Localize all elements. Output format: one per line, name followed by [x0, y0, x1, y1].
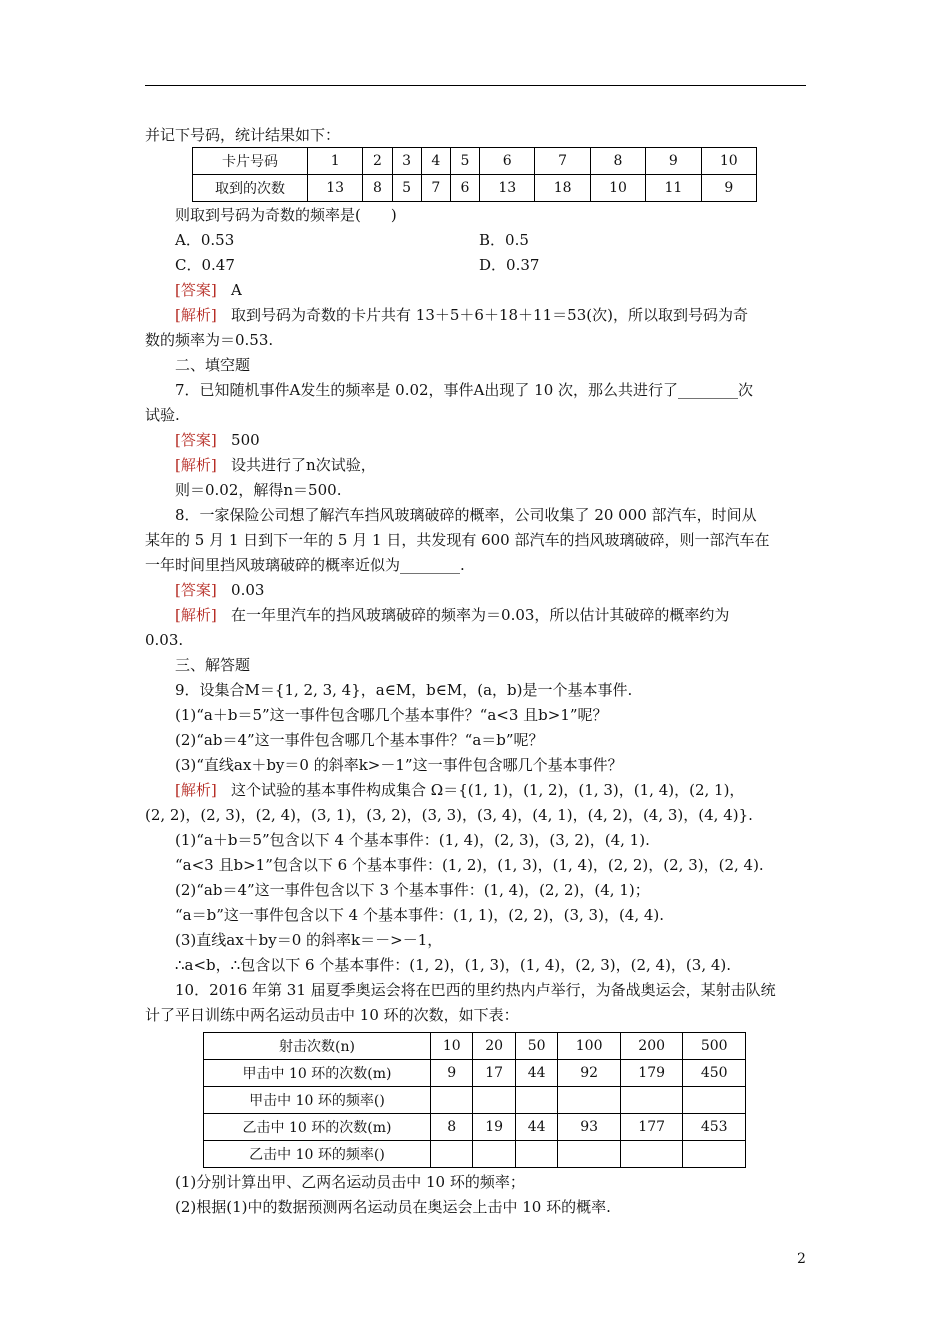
- page-number: 2: [797, 1251, 806, 1267]
- card-table-cell: 10: [590, 175, 645, 202]
- card-table-cell: 18: [535, 175, 590, 202]
- answer-value: A: [231, 281, 242, 299]
- q10-line-2: 计了平日训练中两名运动员击中 10 环的次数，如下表：: [145, 1006, 519, 1024]
- answer-tag: [答案]: [175, 431, 217, 449]
- card-table-cell: 6: [480, 148, 535, 175]
- q9-explanation-line-7: (3)直线ax＋by＝0 的斜率k＝－>－1，: [175, 931, 443, 949]
- q10-sub-2: (2)根据(1)中的数据预测两名运动员在奥运会上击中 10 环的概率.: [175, 1198, 611, 1216]
- card-table-cell: 1: [308, 148, 363, 175]
- card-table-cell: 5: [450, 148, 479, 175]
- shooting-table-cell: 177: [620, 1114, 683, 1141]
- shooting-table-cell: 44: [515, 1060, 557, 1087]
- q7-explanation-cont: 则＝0.02，解得n＝500.: [175, 481, 342, 499]
- q8-explanation: [175, 605, 729, 625]
- shooting-table-cell: 甲击中 10 环的次数(m): [204, 1060, 431, 1087]
- shooting-table: [203, 1032, 746, 1168]
- q8-line-3: 一年时间里挡风玻璃破碎的概率近似为________.: [145, 556, 465, 574]
- card-table-cell: 4: [421, 148, 450, 175]
- explanation-tag: [解析]: [175, 456, 217, 474]
- explanation-text: 这个试验的基本事件构成集合 Ω＝{(1, 1)，(1, 2)，(1, 3)，(1, 4)，(2, 1)，: [231, 781, 745, 799]
- q6-explanation: [175, 305, 748, 325]
- shooting-table-cell: 乙击中 10 环的次数(m): [204, 1114, 431, 1141]
- q10-sub-1: (1)分别计算出甲、乙两名运动员击中 10 环的频率；: [175, 1173, 525, 1191]
- card-table-cell: 6: [450, 175, 479, 202]
- shooting-table-cell: [620, 1087, 683, 1114]
- q6-option-a: A．0.53: [175, 231, 235, 249]
- q6-option-b: B．0.5: [479, 231, 529, 249]
- explanation-text: 取到号码为奇数的卡片共有 13＋5＋6＋18＋11＝53(次)，所以取到号码为奇: [231, 306, 748, 324]
- shooting-table-cell: 100: [558, 1033, 621, 1060]
- shooting-table-cell: [431, 1087, 473, 1114]
- shooting-table-cell: [473, 1141, 515, 1168]
- q9-explanation-line-2: (2, 2)，(2, 3)，(2, 4)，(3, 1)，(3, 2)，(3, 3)，(3, 4)，(4, 1)，(4, 2)，(4, 3)，(4, 4)}.: [145, 806, 753, 824]
- q9-explanation: [175, 780, 744, 800]
- shooting-table-cell: [515, 1087, 557, 1114]
- q8-explanation-cont: 0.03.: [145, 631, 184, 649]
- card-table-cell: 3: [392, 148, 421, 175]
- shooting-table-row: [204, 1141, 746, 1168]
- card-table-cell: 13: [480, 175, 535, 202]
- shooting-table-cell: 20: [473, 1033, 515, 1060]
- shooting-table-cell: 179: [620, 1060, 683, 1087]
- shooting-table-cell: 93: [558, 1114, 621, 1141]
- answer-value: 500: [231, 431, 260, 449]
- q9-explanation-line-5: (2)“ab＝4”这一事件包含以下 3 个基本事件：(1, 4)，(2, 2)，(4, 1)；: [175, 881, 650, 899]
- shooting-table-cell: 500: [683, 1033, 746, 1060]
- q9-explanation-line-6: “a＝b”这一事件包含以下 4 个基本事件：(1, 1)，(2, 2)，(3, 3)，(4, 4).: [175, 906, 665, 924]
- explanation-tag: [解析]: [175, 606, 217, 624]
- q9-explanation-line-8: ∴a<b，∴包含以下 6 个基本事件：(1, 2)，(1, 3)，(1, 4)，(2, 3)，(2, 4)，(3, 4).: [175, 956, 732, 974]
- card-table-cell: 8: [590, 148, 645, 175]
- shooting-table-cell: 甲击中 10 环的频率(): [204, 1087, 431, 1114]
- shooting-table-cell: 射击次数(n): [204, 1033, 431, 1060]
- shooting-table-row: [204, 1087, 746, 1114]
- card-table-cell: 9: [646, 148, 701, 175]
- explanation-text: 设共进行了n次试验，: [231, 456, 376, 474]
- q9-line-1: 9．设集合M＝{1, 2, 3, 4}，a∈M，b∈M，(a，b)是一个基本事件.: [175, 681, 633, 699]
- shooting-table-cell: 44: [515, 1114, 557, 1141]
- card-table-cell: 2: [363, 148, 392, 175]
- shooting-table-cell: 8: [431, 1114, 473, 1141]
- shooting-table-cell: [620, 1141, 683, 1168]
- section-fill-in: 二、填空题: [175, 356, 251, 374]
- q8-line-2: 某年的 5 月 1 日到下一年的 5 月 1 日，共发现有 600 部汽车的挡风玻璃破碎，则一部汽车在: [145, 531, 770, 549]
- shooting-table-cell: 92: [558, 1060, 621, 1087]
- q9-explanation-line-4: “a<3 且b>1”包含以下 6 个基本事件：(1, 2)，(1, 3)，(1, 4)，(2, 2)，(2, 3)，(2, 4).: [175, 856, 764, 874]
- q6-answer: [175, 280, 242, 300]
- shooting-table-cell: 50: [515, 1033, 557, 1060]
- shooting-table-cell: 200: [620, 1033, 683, 1060]
- q9-line-3: (2)“ab＝4”这一事件包含哪几个基本事件？“a＝b”呢？: [175, 731, 544, 749]
- card-table-cell: 10: [701, 148, 756, 175]
- shooting-table-cell: 9: [431, 1060, 473, 1087]
- shooting-table-cell: 10: [431, 1033, 473, 1060]
- shooting-table-cell: [473, 1087, 515, 1114]
- q8-answer: [175, 580, 264, 600]
- q6-option-d: D．0.37: [479, 256, 540, 274]
- q7-line-2: 试验.: [145, 406, 180, 424]
- card-table-cell: 卡片号码: [193, 148, 308, 175]
- shooting-table-cell: [683, 1087, 746, 1114]
- answer-value: 0.03: [231, 581, 265, 599]
- q9-explanation-line-3: (1)“a＋b＝5”包含以下 4 个基本事件：(1, 4)，(2, 3)，(3, 2)，(4, 1).: [175, 831, 650, 849]
- q10-line-1: 10．2016 年第 31 届夏季奥运会将在巴西的里约热内卢举行，为备战奥运会，某射击队统: [175, 981, 776, 999]
- card-table-cell: 13: [308, 175, 363, 202]
- shooting-table-row: [204, 1114, 746, 1141]
- card-table-cell: 8: [363, 175, 392, 202]
- answer-tag: [答案]: [175, 281, 217, 299]
- card-table-cell: 5: [392, 175, 421, 202]
- section-solutions: 三、解答题: [175, 656, 251, 674]
- q6-option-c: C．0.47: [175, 256, 235, 274]
- q9-line-4: (3)“直线ax＋by＝0 的斜率k>－1”这一事件包含哪几个基本事件？: [175, 756, 623, 774]
- q8-line-1: 8．一家保险公司想了解汽车挡风玻璃破碎的概率，公司收集了 20 000 部汽车，时间从: [175, 506, 757, 524]
- shooting-table-cell: [558, 1087, 621, 1114]
- card-table-row: [193, 148, 757, 175]
- shooting-table-row: [204, 1033, 746, 1060]
- shooting-table-cell: 19: [473, 1114, 515, 1141]
- shooting-table-cell: 453: [683, 1114, 746, 1141]
- shooting-table-cell: [515, 1141, 557, 1168]
- q7-explanation: [175, 455, 376, 475]
- shooting-table-cell: [558, 1141, 621, 1168]
- card-table-row: [193, 175, 757, 202]
- q6-stem: 则取到号码为奇数的频率是( ): [175, 206, 397, 224]
- explanation-text: 在一年里汽车的挡风玻璃破碎的频率为＝0.03，所以估计其破碎的概率约为: [231, 606, 730, 624]
- shooting-table-cell: 乙击中 10 环的频率(): [204, 1141, 431, 1168]
- explanation-tag: [解析]: [175, 781, 217, 799]
- q9-line-2: (1)“a＋b＝5”这一事件包含哪几个基本事件？“a<3 且b>1”呢？: [175, 706, 608, 724]
- shooting-table-cell: [683, 1141, 746, 1168]
- card-table: [192, 147, 757, 202]
- card-table-cell: 7: [535, 148, 590, 175]
- shooting-table-cell: 17: [473, 1060, 515, 1087]
- header-rule: [145, 85, 806, 86]
- card-table-cell: 11: [646, 175, 701, 202]
- q7-line-1: 7．已知随机事件A发生的频率是 0.02，事件A出现了 10 次，那么共进行了________次: [175, 381, 754, 399]
- shooting-table-cell: 450: [683, 1060, 746, 1087]
- card-table-cell: 7: [421, 175, 450, 202]
- q6-explanation-cont: 数的频率为＝0.53.: [145, 331, 274, 349]
- shooting-table-row: [204, 1060, 746, 1087]
- explanation-tag: [解析]: [175, 306, 217, 324]
- answer-tag: [答案]: [175, 581, 217, 599]
- shooting-table-cell: [431, 1141, 473, 1168]
- card-table-cell: 9: [701, 175, 756, 202]
- card-table-cell: 取到的次数: [193, 175, 308, 202]
- intro-line: 并记下号码，统计结果如下：: [145, 126, 341, 144]
- q7-answer: [175, 430, 260, 450]
